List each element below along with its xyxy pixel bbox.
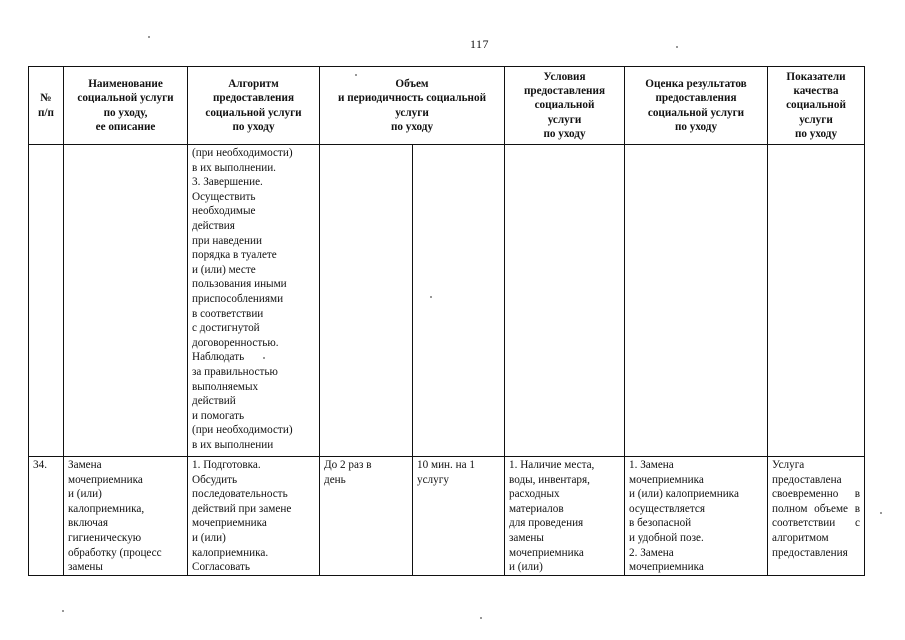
cell-num xyxy=(29,145,64,457)
cell-conditions: 1. Наличие места, воды, инвентаря, расходных материалов для проведения замены мочеприемника и (или) xyxy=(505,457,625,576)
scan-speck xyxy=(263,357,265,359)
header-algorithm: Алгоритм предоставления социальной услуги по уходу xyxy=(188,67,320,145)
cell-num: 34. xyxy=(29,457,64,576)
header-evaluation: Оценка результатов предоставления социальной услуги по уходу xyxy=(625,67,768,145)
header-row xyxy=(29,67,865,145)
header-quality: Показатели качества социальной услуги по уходу xyxy=(768,67,865,145)
cell-evaluation xyxy=(625,145,768,457)
cell-name xyxy=(64,145,188,457)
page-number: 117 xyxy=(470,37,490,51)
cell-algorithm: 1. Подготовка. Обсудить последовательность действий при замене мочеприемника и (или) калоприемника. Согласовать xyxy=(188,457,320,576)
services-table xyxy=(28,66,865,576)
cell-evaluation: 1. Замена мочеприемника и (или) калоприемника осуществляется в безопасной и удобной позе. 2. Замена мочеприемника xyxy=(625,457,768,576)
cell-periodicity: 10 мин. на 1 услугу xyxy=(413,457,505,576)
scan-speck xyxy=(480,617,482,619)
cell-name: Замена мочеприемника и (или) калоприемника, включая гигиеническую обработку (процесс замены xyxy=(64,457,188,576)
scan-speck xyxy=(148,36,150,38)
header-conditions: Условия предоставления социальной услуги по уходу xyxy=(505,67,625,145)
header-num: № п/п xyxy=(29,67,64,145)
cell-volume xyxy=(320,145,413,457)
scan-speck xyxy=(430,296,432,298)
table-row xyxy=(29,145,865,457)
scan-speck xyxy=(676,46,678,48)
header-volume: Объем и периодичность социальной услуги по уходу xyxy=(320,67,505,145)
cell-periodicity xyxy=(413,145,505,457)
cell-quality xyxy=(768,145,865,457)
cell-quality: Услуга предоставлена своевременно в полном объеме в соответствии с алгоритмом предоставления xyxy=(768,457,865,576)
cell-algorithm: (при необходимости) в их выполнении. 3. Завершение. Осуществить необходимые действия при наведении порядка в туалете и (или) месте пользования иными приспособлениями в соответствии с достигнутой договоренностью. Наблюдать за правильностью выполняемых действий и помогать (при необходимости) в их выполнении xyxy=(188,145,320,457)
scan-speck xyxy=(880,512,882,514)
scan-speck xyxy=(355,74,357,76)
cell-conditions xyxy=(505,145,625,457)
table-row xyxy=(29,457,865,576)
scan-speck xyxy=(62,610,64,612)
header-service-name: Наименование социальной услуги по уходу, ее описание xyxy=(64,67,188,145)
cell-volume: До 2 раз в день xyxy=(320,457,413,576)
